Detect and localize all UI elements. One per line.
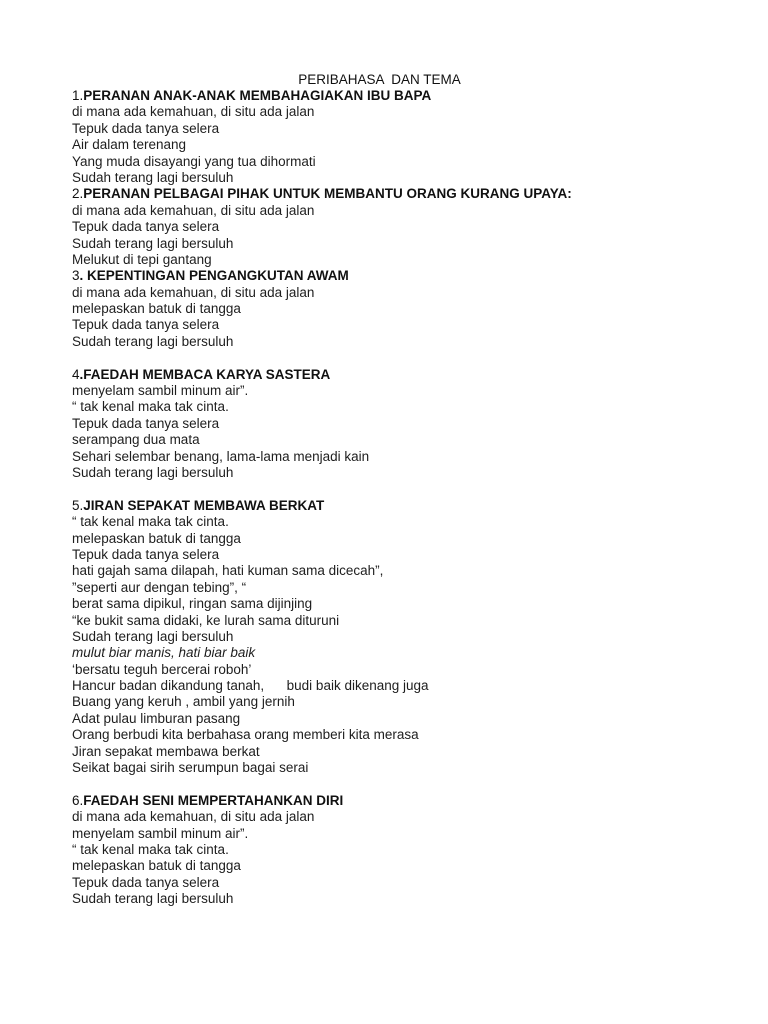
proverb-line: Sudah terang lagi bersuluh <box>72 333 234 349</box>
proverb-line: melepaskan batuk di tangga <box>72 301 241 317</box>
section-title: PERANAN ANAK-ANAK MEMBAHAGIAKAN IBU BAPA <box>83 88 432 103</box>
section-heading <box>72 367 692 383</box>
document-page <box>72 71 692 908</box>
section-number: 4 <box>72 366 80 382</box>
proverb-line: Tepuk dada tanya selera <box>72 317 220 333</box>
proverb-line: di mana ada kemahuan, di situ ada jalan <box>72 104 315 120</box>
section-title: FAEDAH SENI MEMPERTAHANKAN DIRI <box>83 792 344 808</box>
proverb-line: Tepuk dada tanya selera <box>72 874 220 890</box>
proverb-line: menyelam sambil minum air”. <box>72 825 249 841</box>
proverb-line: Sudah terang lagi bersuluh <box>72 464 234 480</box>
proverb-line: Sudah terang lagi bersuluh <box>72 891 234 907</box>
proverb-line: ”seperti aur dengan tebing”, “ <box>72 579 247 595</box>
proverb-line: serampang dua mata <box>72 432 200 448</box>
section-number: 5. <box>72 497 84 513</box>
proverb-line: Yang muda disayangi yang tua dihormati <box>72 153 316 169</box>
proverb-line: hati gajah sama dilapah, hati kuman sama dicecah”, <box>72 563 384 579</box>
section-title: .FAEDAH MEMBACA KARYA SASTERA <box>79 366 331 382</box>
proverb-line: Orang berbudi kita berbahasa orang memberi kita merasa <box>72 727 419 743</box>
section-title: . KEPENTINGAN PENGANGKUTAN AWAM <box>79 268 349 284</box>
section-heading <box>72 793 692 809</box>
proverb-line: di mana ada kemahuan, di situ ada jalan <box>72 202 315 218</box>
proverb-line: ‘bersatu teguh bercerai roboh’ <box>72 661 252 677</box>
proverb-line: “ tak kenal maka tak cinta. <box>72 841 229 857</box>
proverb-line: “ tak kenal maka tak cinta. <box>72 514 229 530</box>
proverb-line: “ tak kenal maka tak cinta. <box>72 399 229 415</box>
proverb-line: Sehari selembar benang, lama-lama menjadi kain <box>72 448 370 464</box>
section-title: JIRAN SEPAKAT MEMBAWA BERKAT <box>83 497 325 513</box>
section-spacer <box>72 350 692 366</box>
proverb-line: Jiran sepakat membawa berkat <box>72 743 260 759</box>
proverb-line: Tepuk dada tanya selera <box>72 219 220 235</box>
section-number: 1. <box>72 88 84 103</box>
proverb-line: Tepuk dada tanya selera <box>72 415 220 431</box>
proverb-line: di mana ada kemahuan, di situ ada jalan <box>72 284 315 300</box>
proverb-line: Air dalam terenang <box>72 137 187 153</box>
proverb-line: di mana ada kemahuan, di situ ada jalan <box>72 809 315 825</box>
section-spacer <box>72 776 692 792</box>
section-heading <box>72 186 692 202</box>
proverb-line: melepaskan batuk di tangga <box>72 858 241 874</box>
proverb-line: Adat pulau limburan pasang <box>72 710 241 726</box>
proverb-line: “ke bukit sama didaki, ke lurah sama dituruni <box>72 612 340 628</box>
section-number: 3 <box>72 268 80 284</box>
proverb-line: berat sama dipikul, ringan sama dijinjing <box>72 596 313 612</box>
proverb-line: Sudah terang lagi bersuluh <box>72 628 234 644</box>
proverb-line: Seikat bagai sirih serumpun bagai serai <box>72 760 309 776</box>
proverb-line: Sudah terang lagi bersuluh <box>72 235 234 251</box>
proverb-line: Tepuk dada tanya selera <box>72 120 220 136</box>
proverb-line: Melukut di tepi gantang <box>72 251 212 267</box>
proverb-line: mulut biar manis, hati biar baik <box>72 645 256 661</box>
section-heading <box>72 88 692 104</box>
proverb-line: menyelam sambil minum air”. <box>72 383 249 399</box>
section-heading <box>72 268 692 284</box>
sections-container <box>72 88 692 908</box>
proverb-line: Tepuk dada tanya selera <box>72 546 220 562</box>
proverb-line: Buang yang keruh , ambil yang jernih <box>72 694 295 710</box>
section-number: 2. <box>72 186 84 202</box>
section-title: PERANAN PELBAGAI PIHAK UNTUK MEMBANTU ORANG KURANG UPAYA: <box>83 186 572 202</box>
section-spacer <box>72 481 692 497</box>
proverb-line: Hancur badan dikandung tanah, budi baik dikenang juga <box>72 678 429 694</box>
section-heading <box>72 498 692 514</box>
section-number: 6. <box>72 792 84 808</box>
proverb-line: Sudah terang lagi bersuluh <box>72 169 234 185</box>
document-title: PERIBAHASA DAN TEMA <box>298 72 461 87</box>
proverb-line: melepaskan batuk di tangga <box>72 530 241 546</box>
